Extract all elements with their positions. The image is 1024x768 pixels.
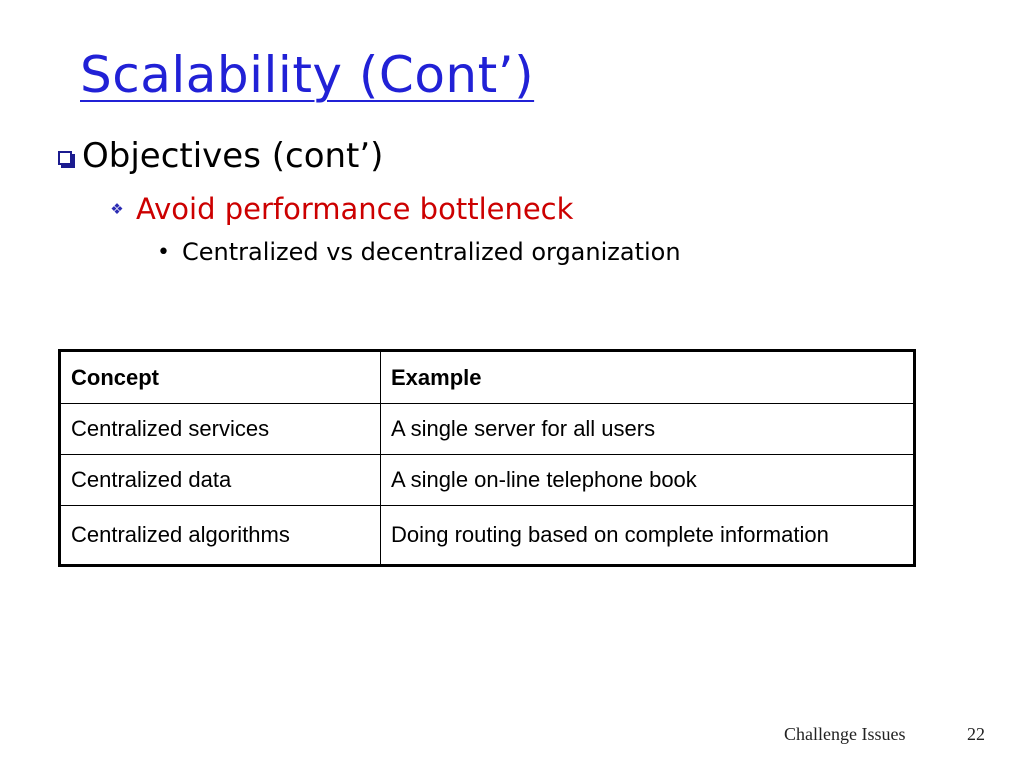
- slide-title: Scalability (Cont’): [80, 46, 535, 104]
- table-row: [60, 404, 915, 455]
- table-cell-concept: Centralized services: [60, 404, 381, 455]
- table-header-row: [60, 351, 915, 404]
- diamond-bullet-icon: ❖: [110, 200, 124, 218]
- bullet-level-2-text: Avoid performance bottleneck: [136, 192, 574, 226]
- bullet-level-1: [58, 136, 383, 176]
- bullet-level-3-text: Centralized vs decentralized organization: [181, 238, 681, 266]
- table-cell-example: A single on-line telephone book: [381, 455, 915, 506]
- page-number: 22: [967, 724, 985, 744]
- concept-table: [58, 349, 916, 567]
- table-row: [60, 506, 915, 566]
- dot-bullet-icon: •: [157, 239, 170, 265]
- bullet-level-1-text: Objectives (cont’): [82, 136, 384, 176]
- table-cell-concept: Centralized algorithms: [60, 506, 381, 566]
- square-bullet-icon: [58, 151, 72, 165]
- table-cell-concept: Centralized data: [60, 455, 381, 506]
- bullet-level-3: [157, 238, 681, 266]
- column-header-example: Example: [381, 351, 915, 404]
- footer-label: Challenge Issues: [784, 724, 906, 744]
- table-row: [60, 455, 915, 506]
- table-cell-example: A single server for all users: [381, 404, 915, 455]
- column-header-concept: Concept: [60, 351, 381, 404]
- bullet-level-2: [108, 192, 573, 226]
- table-cell-example: Doing routing based on complete information: [381, 506, 915, 566]
